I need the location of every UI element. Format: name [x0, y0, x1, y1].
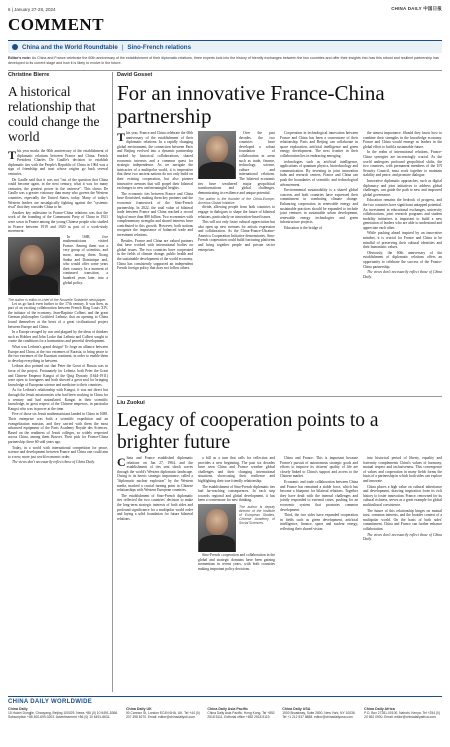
paragraph: Obviously, the 60th anniversary of the establishment of diplomatic relations offers an opportunity to celebrate the success of the France-China partnership. [363, 250, 442, 269]
paragraph: Five of those six Jesuit mathematicians landed in China in 1688. Their enterprise was both a scientific expedition and an evangelization mission, and they carried with them the most advanced equipment of the Paris Academy Royale des Sciences. Based on the readiness of Jesuit colleges, so widely respected across China, among them Bouvet. Their pick for France-China partnership: there 60-odd years ago. [8, 412, 108, 444]
paragraph: technologies such as artificial intelligence, applications of quantum physics, biotechnology and communication. By investing in joint innovation hubs and research centers, France and China can push the boundaries of scientific and technological advancement. [280, 159, 358, 187]
paragraph: Let us go back even further to the 17th century. It was then, as part of an exciting collaboration between French King Louis XIV, the initiator of the economy, Jean-Baptiste Colbert, and the great German philosopher Gottfried Leibniz, that an opening to China found themselves at the heart of a great civilizational project between Europe and China. [8, 301, 108, 329]
paragraph: Another key milestone in France-China relations was that the work of the founding of the Communist Party of China in 1921 were sown in France among the young Chinese people who studied in France between 1919 and 1920 as part of a work-study movement. [8, 210, 108, 234]
paragraph: In 1688, five mathematicians visited France. Among them was a very group of scientists, and more, among them Xiong Sanba and Dominique and, who would offer some years their country. In a moment of continued transition, a hundred years later, into a global policy. [63, 234, 108, 285]
paragraph: While pushing ahead inspired by an innovative mindset, it is crucial for France and China to be mindful of preserving their cultural identities and their humanistic values. [363, 231, 442, 250]
dropcap: T [8, 148, 17, 162]
circle-icon [12, 44, 18, 50]
paper-name: CHINA DAILY 中国日报 [391, 6, 442, 11]
author-photo [8, 237, 60, 295]
paragraph: The establishment of Sino-French diplomatic ties had far-reaching consequences. In each step towards regional and global development, it has been a cornerstone for new thinking. [198, 484, 275, 503]
paragraph: As for Leibniz's relationship with Kangxi, it was not direct but through the Jesuit missionaries who had been working in China for a century and had assimilated. Kangxi in their scientific knowledge, in great respect of the Chinese emperors, in particular Kangxi who was in power at the time. [8, 388, 108, 411]
author-name: Liu Zuokui [117, 400, 145, 406]
mid-rule [117, 396, 442, 397]
face-shape [206, 136, 228, 162]
paragraph: Third, the two sides have expanded cooperation in fields such as green development, artificial intelligence, finance, space and nuclear energy, reflecting their shared vision. [280, 513, 358, 531]
footer-office: China Daily UK 90 Cannon St, London EC4N 6HA, UK. Tel +44 (0) 207 398 8270. Email: editor@chinadailyuk.com [125, 707, 200, 720]
photo-caption: The author is deputy director of the Institute of European Studies, Chinese Academy of Social Sciences. [239, 504, 275, 525]
shoulder-shape [199, 162, 235, 179]
disclaimer: The views don't necessarily reflect those of China Daily. [363, 270, 442, 279]
paragraph: Over the past decades, the two countries have developed a robust foundation of collaboration in areas such as trade, finance, technology, science, culture and international relations. The bilateral economic ties have weathered major geopolitical transformations and global challenges, demonstrating its resilience and unique potential. [198, 131, 275, 195]
paragraph: The establishment of Sino-French diplomatic ties reflected the two countries' decision to make the long-term strategic interests of both sides and profound significance for a multipolar world order and laying a solid foundation for future bilateral relations. [117, 493, 193, 521]
paragraph: Innovative diplomatic approaches, such as digital diplomacy and joint initiatives to address global challenges, can guide the path to new and improved global governance. [363, 178, 442, 197]
article-column-2 [198, 456, 275, 572]
article-column-3 [280, 456, 358, 533]
editor-note-text: As China and France celebrate the 60th anniversary of the establishment of their diplomatic relations, three experts look into the history of friendly exchanges between the two countries and offer their insights into how this robust and resilient partnership has developed to its current stage and how it is likely to evolve in the future. [8, 56, 439, 65]
footer-title: CHINA DAILY WORLDWIDE [8, 699, 93, 705]
dropcap: T [117, 130, 126, 144]
section-title: COMMENT [8, 15, 105, 34]
article-headline: Legacy of cooperation points to a brighter future [117, 410, 379, 453]
article-column-1: China and France established diplomatic relations on Jan 27, 1964, and the establishment of ties sent shock waves through the world's Western diplomatic landscape. Owing to its heroic strategic importance, called a "diplomatic nuclear explosion" by the Western media, marked a crucial turning point in Chinese relationships with Western European countries. The establishment of Sino-French diplomatic ties reflected the two countries' decision to make the long-term strategic interests of both sides and profound significance for a multipolar world order and laying a solid foundation for future bilateral relations. [117, 455, 193, 521]
paragraph: Environmental sustainability is a shared global concern, and both countries have expressed their commitment to combating climate change. Enhancing cooperation in renewable energy and sustainable practices should be expanded to include joint ventures in sustainable urban development, renewable energy technologies and green infrastructure projects. [280, 188, 358, 225]
editor-note-label: Editor's note: [8, 56, 32, 60]
footer-office: China Daily Asia Pacific China Daily Asia Pacific, Hong Kong. Tel +852 2518 5111. Editorial office +852 2518 5119. [207, 707, 275, 720]
article-headline: A historical relationship that could change the world [8, 84, 100, 144]
paragraph: Today, in a world with international competition for peace, science and development between France and China one could aim to a new, more just world economic order. [8, 445, 108, 459]
paragraph: Economic and trade collaboration between China and France has remained a stable force, which has become a blueprint for bilateral relations. Together they have dealt with the internal challenges and jointly responded to external crises, pushing for an economic system that promotes common development. [280, 479, 358, 512]
paragraph: What was Leibniz's grand design? To forge an alliance between Europe and China, at the two extremes of Eurasia, to bring peace to the two extremes of the Eurasian continent, in order to enable them to develop everything in between. [8, 345, 108, 363]
editor-note [8, 56, 442, 65]
paragraph: In a Europe ravaged by war and plagued by the ideas of thinkers such as Hobbes and John Locke that Leibniz and Colbert sought to create the conditions for a harmonious and peaceful development. [8, 330, 108, 344]
paragraph: the utmost importance. Should they know how to combine their strengths in the knowledge economy, France and China would emerge as leaders in the global effort to build a sustainable future. [363, 131, 442, 149]
author-photo [198, 131, 236, 179]
face-shape [206, 509, 228, 535]
section-header [8, 15, 442, 37]
paragraph: De Gaulle said that it was not "out of the question that China could become again, in the next century, what it was for many centuries, the greatest power in the universe". This shows De Gaulle was a greater visionary than many who govern the Western countries, especially the United States, today. Many of today's Western leaders are nostalgically fighting against the "systemic rival" that they consider China to be. [8, 177, 108, 210]
top-right-article [117, 72, 442, 128]
article-column-2 [198, 131, 275, 253]
photo-caption: The author is editor-in-chief of the Nouvelle Solidarité newspaper. [8, 297, 107, 302]
footer [8, 696, 442, 743]
roundtable-title: China and the World Roundtable [22, 43, 118, 51]
photo-caption: The author is the founder of the China-Europe-America Global Initiative. [198, 197, 275, 206]
shoulder-shape [10, 275, 58, 295]
paragraph: China and France. This is important because France's pursuit of autonomous strategic goals and efforts to improve its citizens' quality of life are closely linked to China's support and access to the Chinese market. [280, 456, 358, 479]
page-number: 6 | January 27-28, 2024 [8, 6, 56, 12]
bar-separator: | [121, 43, 124, 51]
paragraph: Cooperation in technological innovation between France and China has been a cornerstone of their relationship. Paris and Beijing can collaborate in space exploration, artificial intelligence and green energy development. The next frontier in their collaboration lies in embracing emerging [280, 131, 358, 158]
top-rule [8, 70, 442, 71]
dropcap: C [117, 455, 126, 469]
article-headline: For an innovative France-China partnership [117, 81, 385, 128]
author-name: Christine Bierre [8, 72, 50, 78]
disclaimer: The views don't necessarily reflect those of China Daily. [363, 532, 442, 542]
paragraph: Leibniz also pointed out that Peter the Great of Russia was in favor of the project. Fortunately for Leibniz, both Peter the Great and Chinese Emperor Kangxi of the Qing Dynasty (1644-1911) were open to foreigners and both showed a great zeal for bringing knowledge of European science and medicine to their countries. [8, 364, 108, 387]
article-column-3 [280, 131, 358, 231]
paragraph: The future of this relationship hinges on mutual trust, common interests, and the broader context of a multipolar world. On the basis of both sides' commitment, China and France can further enhance collaboration. [363, 508, 442, 531]
footer-office: China Daily 15 Huixin Dongjie, Chaoyang, Beijing 100029. News +86 (0) 10 6491-8366. Subscription +86 400-699-0203. Advertisement +86 (0) 10 6491-8631. [8, 707, 119, 720]
column-divider [112, 72, 113, 692]
article-body: This year marks the 60th anniversary of the establishment of diplomatic relations between France and China. French President Charles De Gaulle's decision to establish diplomatic ties with the People's Republic of China in 1964 was a sign of friendship and trust whose origins go back several centuries. De Gaulle said that it was not "out of the question that China could become again, in the next century, what it was for many centuries, the greatest power in the universe". This shows De Gaulle was a greater visionary than many who govern the Western countries, especially the United States, today. Many of today's Western leaders are nostalgically fighting against the "systemic rival" that they consider China to be. Another key milestone in France-China relations was that the work of the founding of the Communist Party of China in 1921 were sown in France among the young Chinese people who studied in France between 1919 and 1920 as part of a work-study movement. In 1688, five mathematicians visited France. Among them was a very group of scientists, and more, among them Xiong Sanba and Dominique and, who would offer some years their country. In a moment of continued transition, a hundred years later, into a global policy. The author is editor-in-chief of the Nouvelle Solidarité newspaper. Let us go back even further to the 17th century. It was then, as part of an exciting collaboration between French King Louis XIV, the initiator of the economy, Jean-Baptiste Colbert, and the great German philosopher Gottfried Leibniz, that an opening to China found themselves at the heart of a great civilizational project between Europe and China. In a Europe ravaged by war and plagued by the ideas of thinkers such as Hobbes and John Locke that Leibniz and Colbert sought to create the conditions for a harmonious and peaceful development. What was Leibniz's grand design? To forge an alliance between Europe and China, at the two extremes of Eurasia, to bring peace to the two extremes of the Eurasian continent, in order to enable them to develop everything in between. Leibniz also pointed out that Peter the Great of Russia was in favor of the project. Fortunately for Leibniz, both Peter the Great and Chinese Emperor Kangxi of the Qing Dynasty (1644-1911) were open to foreigners and both showed a great zeal for bringing knowledge of European science and medicine to their countries. As for Leibniz's relationship with Kangxi, it was not direct but through the Jesuit missionaries who had been working in China for a century and had assimilated. Kangxi in their scientific knowledge, in great respect of the Chinese emperors, in particular Kangxi who was in power at the time. Five of those six Jesuit mathematicians landed in China in 1688. Their enterprise was both a scientific expedition and an evangelization mission, and they carried with them the most advanced equipment of the Paris Academy Royale des Sciences. Based on the readiness of Jesuit colleges, so widely respected across China, among them Bouvet. Their pick for France-China partnership: there 60-odd years ago. Today, in a world with international competition for peace, science and development between France and China one could aim to a new, more just world economic order. The views don't necessarily reflect those of China Daily. [8, 148, 108, 465]
paragraph: The economic ties between France and China have flourished, making them key partners and the economic framework of the Sino-French partnership. In 2022, the total value of bilateral trade between France and China reached a record high of more than $80 billion. Two economies with complementary strengths and shared interests have contributed to this growth. However, both nations recognize the importance of balanced trade and investment relations. [117, 191, 193, 238]
paragraph: Besides, France and China are valued partners that have worked with international bodies on global issues. The two countries have cooperated in the fields of climate change, public health and the sustainable development of the world economy. China has consistently supported an independent French foreign policy that does not follow others. [117, 238, 193, 271]
roundtable-bar [8, 40, 442, 53]
article-column-1: This year, France and China celebrate the 60th anniversary of the establishment of their diplomatic relations. In a rapidly changing global environment, the connection between Paris and Beijing evolved into a dynamic partnership marked by historical collaborations, shared economic interests and a common quest for strategic independence. As we navigate the intricacies of a multipolar world, it is imperative that these two ancient nations do not only build on their existing cooperation, but also pioneer innovative avenues that will propel their bilateral exchanges to new and meaningful heights. The economic ties between France and China have flourished, making them key partners and the economic framework of the Sino-French partnership. In 2022, the total value of bilateral trade between France and China reached a record high of more than $80 billion. Two economies with complementary strengths and shared interests have contributed to this growth. However, both nations recognize the importance of balanced trade and investment relations. Besides, France and China are valued partners that have worked with international bodies on global issues. The two countries have cooperated in the fields of climate change, public health and the sustainable development of the world economy. China has consistently supported an independent French foreign policy that does not follow others. [117, 130, 193, 271]
bottom-article [117, 400, 442, 454]
paragraph: This will not only foster cultural appreciation but also open up new avenues for artistic expression and collaboration. As the China-France-Ukraine-America Cooperation Initiative demonstrates, Sino-French cooperation could build fracturing platforms and bring together people and private sector enterprises. [198, 220, 275, 252]
shoulder-shape [199, 535, 235, 552]
paragraph: Education remains the bedrock of progress, and the two countries have significant untapped potential. An investment in educational exchanges, university collaborations, joint research programs and student mobility initiatives is important to build a new generation of leaders who are able to understand and appreciate each other. [363, 198, 442, 230]
paragraph: a bill as a turn that calls for reflection and provides a new beginning. The past six decades have seen China and France weather global challenges and their changing international situations, showcasing their resilience and highlighting their true friendly relationship. [198, 456, 275, 483]
left-article [8, 72, 108, 466]
article-column-4 [363, 131, 442, 280]
footer-office: China Daily USA 1500 Broadway, Suite 2800, New York, NY 10036. Tel +1 212 537 8888. editor@chinadailyusa.com [282, 707, 356, 720]
author-photo [198, 504, 236, 552]
paragraph: divide, allowing people from both countries to engage in dialogues to shape the future of bilateral relations, particularly on innovation-based issues. [198, 205, 275, 219]
author-name: David Gosset [117, 72, 153, 78]
paragraph: Sino-French cooperation and collaboration in the global and strategic domains have been gaining momentum in recent years, with both countries making important policy decisions. [198, 552, 275, 571]
paragraph: China places a high value on cultural inheritance and development, drawing inspiration from its rich history to foster innovation. France, renowned for its cultural richness, serves as a great example for global multicultural coexistence. [363, 484, 442, 507]
paragraph: In the realm of international relations, France-China synergies are increasingly crucial. As the world undergoes profound geopolitical shifts, the two countries, with permanent members of the UN Security Council, must work together to maintain stability and peace, and promote dialogue. [363, 150, 442, 178]
footer-office: China Daily Africa P.O. Box 27281-00100, Nairobi, Kenya. Tel +254 (0) 20 692 0900. Email: editor@chinadailyafrica.com [364, 707, 440, 720]
disclaimer: The views don't necessarily reflect those of China Daily. [12, 460, 95, 465]
paragraph: Education is the bridge of [284, 225, 323, 230]
footer-columns [8, 707, 442, 719]
paragraph: into historical period of liberty, equality and fraternity complements China's values of harmony, mutual respect and inclusiveness. This convergence of values and cooperation in many fields forms the basis of a partnership in which both sides can explore and innovate. [363, 456, 442, 483]
masthead [8, 4, 442, 14]
roundtable-subtitle: Sino-French relations [127, 43, 192, 51]
article-column-4 [363, 456, 442, 543]
face-shape [20, 245, 44, 275]
